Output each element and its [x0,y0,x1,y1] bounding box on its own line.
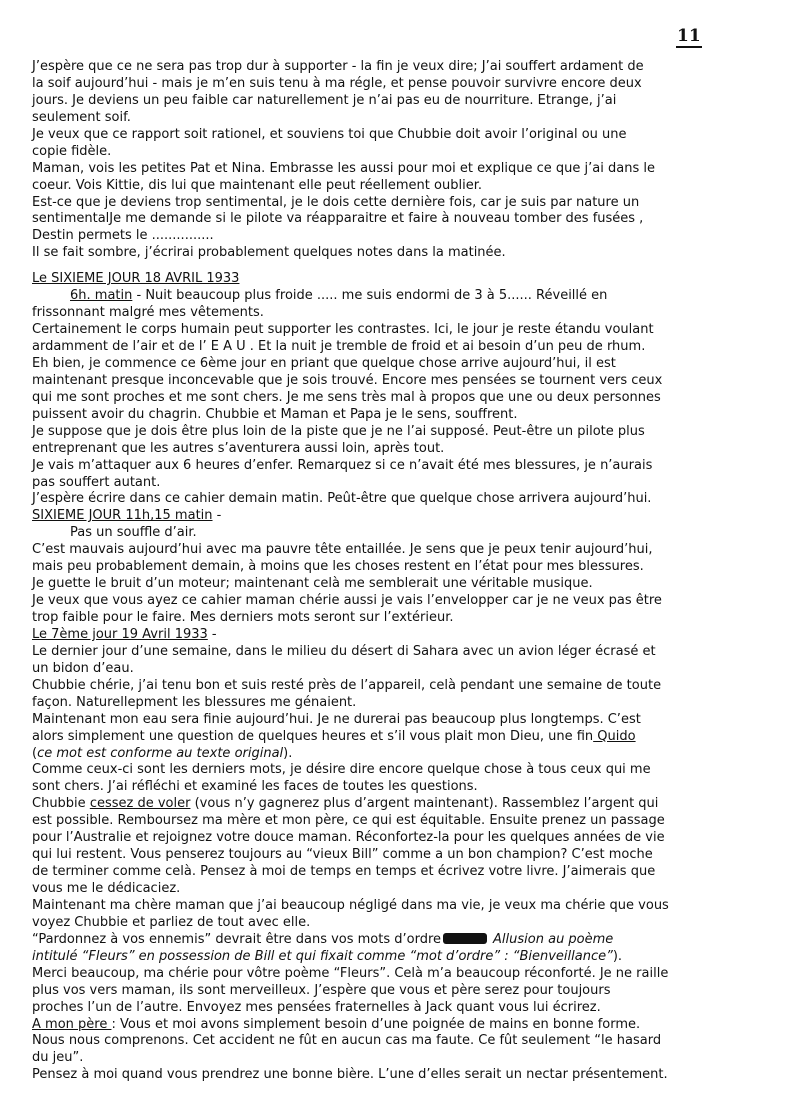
redaction-mark [443,933,487,944]
heading-text: Le SIXIEME JOUR 18 AVRIL 1933 [32,271,240,287]
text-line: copie fidèle. [32,143,112,159]
editor-note: Allusion au poème [493,931,614,947]
text-run: ( [32,745,38,761]
text-run: Chubbie [32,796,90,812]
text-line: la soif aujourd’hui - mais je m’en suis tenu à ma régle, et pense pouvoir survivre encore deux [32,75,642,91]
text-line [32,949,738,966]
text-line: C’est mauvais aujourd’hui avec ma pauvre tête entaillée. Je sens que je peux tenir aujourd’hui, [32,542,653,558]
text-line: frissonnant malgré mes vêtements. [32,305,264,321]
text-line: ardamment de l’air et de l’ E A U . Et la nuit je tremble de froid et ai besoin d’un peu de rhum. [32,339,646,354]
text-line: jours. Je deviens un peu faible car naturellement je n’ai pas eu de nourriture. Etrange, j’ai [32,92,617,108]
text-line: voyez Chubbie et parliez de tout avec elle. [32,914,311,930]
text-line: Comme ceux-ci sont les derniers mots, je désire dire encore quelque chose à tous ceux qui me [32,762,651,778]
text-line: J’espère écrire dans ce cahier demain matin. Peût-être que quelque chose arrivera aujourd’hui. [32,491,652,507]
text-line [32,1017,738,1034]
text-line: Il se fait sombre, j’écrirai probablement quelques notes dans la matinée. [32,245,506,261]
text-line: Eh bien, je commence ce 6ème jour en priant que quelque chose arrive aujourd’hui, il est [32,355,616,371]
heading-text: SIXIEME JOUR 11h,15 matin [32,508,213,524]
text-line: Nous nous comprenons. Cet accident ne fût en aucun cas ma faute. Ce fût seulement “le hasard [32,1033,662,1049]
text-line: puissent avoir du chagrin. Chubbie et Maman et Papa je le sens, souffrent. [32,406,518,422]
text-line: seulement soif. [32,109,131,125]
text-line: pour l’Australie et rejoignez votre douce maman. Réconfortez-la pour les quelques années de vie [32,830,665,846]
section-heading-day6 [32,271,738,288]
editor-note: ce mot est conforme au texte original [37,745,284,761]
text-line: sentimentalJe me demande si le pilote va réapparaitre et faire à nouveau tomber des fusées , [32,211,644,227]
text-line: Je vais m’attaquer aux 6 heures d’enfer. Remarquez si ce n’avait été mes blessures, je n’aurais [32,457,653,473]
text-line: maintenant presque inconcevable que je sois trouvé. Encore mes pensées se tournent vers ceux [32,372,663,388]
text-line: Je suppose que je dois être plus loin de la piste que je ne l’ai supposé. Peut-être un pilote plus [32,423,645,439]
text-line [32,288,738,305]
text-line: trop faible pour le faire. Mes derniers mots seront sur l’extérieur. [32,610,454,625]
text-line: vous me le dédicaciez. [32,881,181,896]
letter-body [32,59,738,1084]
text-line: Pas un souffle d’air. [70,525,197,541]
text-run: alors simplement une question de quelques heures et s’il vous plait mon Dieu, une fin [32,728,594,744]
text-run: - [212,508,222,524]
quido-word: Quido [593,728,636,744]
text-line: mais peu probablement demain, à moins que les choses restent en l’état pour mes blessures. [32,559,644,575]
text-run: - Nuit beaucoup plus froide ..... me suis endormi de 3 à 5...... Réveillé en [132,288,608,304]
text-line: plus vos vers maman, ils sont merveilleux. J’espère que vous et père serez pour toujours [32,982,611,998]
text-line: qui me sont proches et me sont chers. Je me sens très mal à propos que une ou deux personnes [32,389,661,405]
text-line: Chubbie chérie, j’ai tenu bon et suis resté près de l’appareil, celà pendant une semaine de toute [32,677,662,693]
text-line: pas souffert autant. [32,474,161,490]
heading-text: Le 7ème jour 19 Avril 1933 [32,626,208,642]
text-line: est possible. Remboursez ma mère et mon père, ce qui est équitable. Ensuite prenez un passage [32,813,665,829]
text-line: Pensez à moi quand vous prendrez une bonne bière. L’une d’elles serait un nectar présentement. [32,1067,668,1083]
text-line: du jeu”. [32,1050,84,1066]
text-run: ). [612,948,623,964]
text-run: (vous n’y gagnerez plus d’argent maintenant). Rassemblez l’argent qui [190,796,659,812]
text-line: proches l’un de l’autre. Envoyez mes pensées fraternelles à Jack quant vous lui écrirez. [32,999,601,1015]
father-label: A mon père [32,1016,112,1032]
text-line: Je guette le bruit d’un moteur; maintenant celà me semblerait une véritable musique. [32,576,593,592]
text-line: Certainement le corps humain peut supporter les contrastes. Ici, le jour je reste étandu voulant [32,322,654,338]
text-line: Le dernier jour d’une semaine, dans le milieu du désert di Sahara avec un avion léger écrasé et [32,643,656,659]
text-line: coeur. Vois Kittie, dis lui que maintenant elle peut réellement oublier. [32,177,482,193]
text-line: Maman, vois les petites Pat et Nina. Embrasse les aussi pour moi et explique ce que j’ai dans le [32,160,655,176]
text-run: : Vous et moi avons simplement besoin d’une poignée de mains en bonne forme. [111,1016,641,1032]
cessez-phrase: cessez de voler [89,796,191,812]
text-run: “Pardonnez à vos ennemis” devrait être dans vos mots d’ordre [32,931,442,947]
section-heading-day7 [32,627,738,644]
text-line: façon. Naturellepment les blessures me génaient. [32,694,357,710]
text-line: Je veux que vous ayez ce cahier maman chérie aussi je vais l’envelopper car je ne veux pas être [32,593,662,609]
text-line: J’espère que ce ne sera pas trop dur à supporter - la fin je veux dire; J’ai souffert ardament de [32,59,644,74]
text-line: Je veux que ce rapport soit rationel, et souviens toi que Chubbie doit avoir l’original ou une [32,126,627,142]
text-line: entreprenant que les autres s’aventurera aussi loin, après tout. [32,440,445,456]
text-line [32,796,738,813]
text-line [32,932,738,949]
text-line: Maintenant ma chère maman que j’ai beaucoup négligé dans ma vie, je veux ma chérie que vous [32,897,669,913]
text-line: qui lui restent. Vous penserez toujours au “vieux Bill” comme a un bon champion? C’est moche [32,847,653,863]
text-line: Destin permets le ............... [32,228,214,244]
text-line: Merci beaucoup, ma chérie pour vôtre poème “Fleurs”. Celà m’a beaucoup réconforté. Je ne raille [32,965,669,981]
section-heading-day6-late [32,508,738,525]
text-line [32,729,738,746]
text-run: ). [283,745,293,761]
page-number: 11 [677,26,701,46]
text-line: sont chers. J’ai réfléchi et examiné les faces de toutes les questions. [32,779,478,795]
text-line: Maintenant mon eau sera finie aujourd’hui. Je ne durerai pas beaucoup plus longtemps. C’est [32,711,641,727]
text-run: - [207,626,217,642]
editor-note: intitulé “Fleurs” en possession de Bill et qui fixait comme “mot d’ordre” : “Bienveillance” [32,948,613,964]
text-line: Est-ce que je deviens trop sentimental, je le dois cette dernière fois, car je suis par nature un [32,194,640,210]
text-line: un bidon d’eau. [32,660,134,676]
text-line: de terminer comme celà. Pensez à moi de temps en temps et écrivez votre livre. J’aimerais que [32,864,656,880]
text-line [32,746,738,763]
time-label: 6h. matin [70,288,133,304]
